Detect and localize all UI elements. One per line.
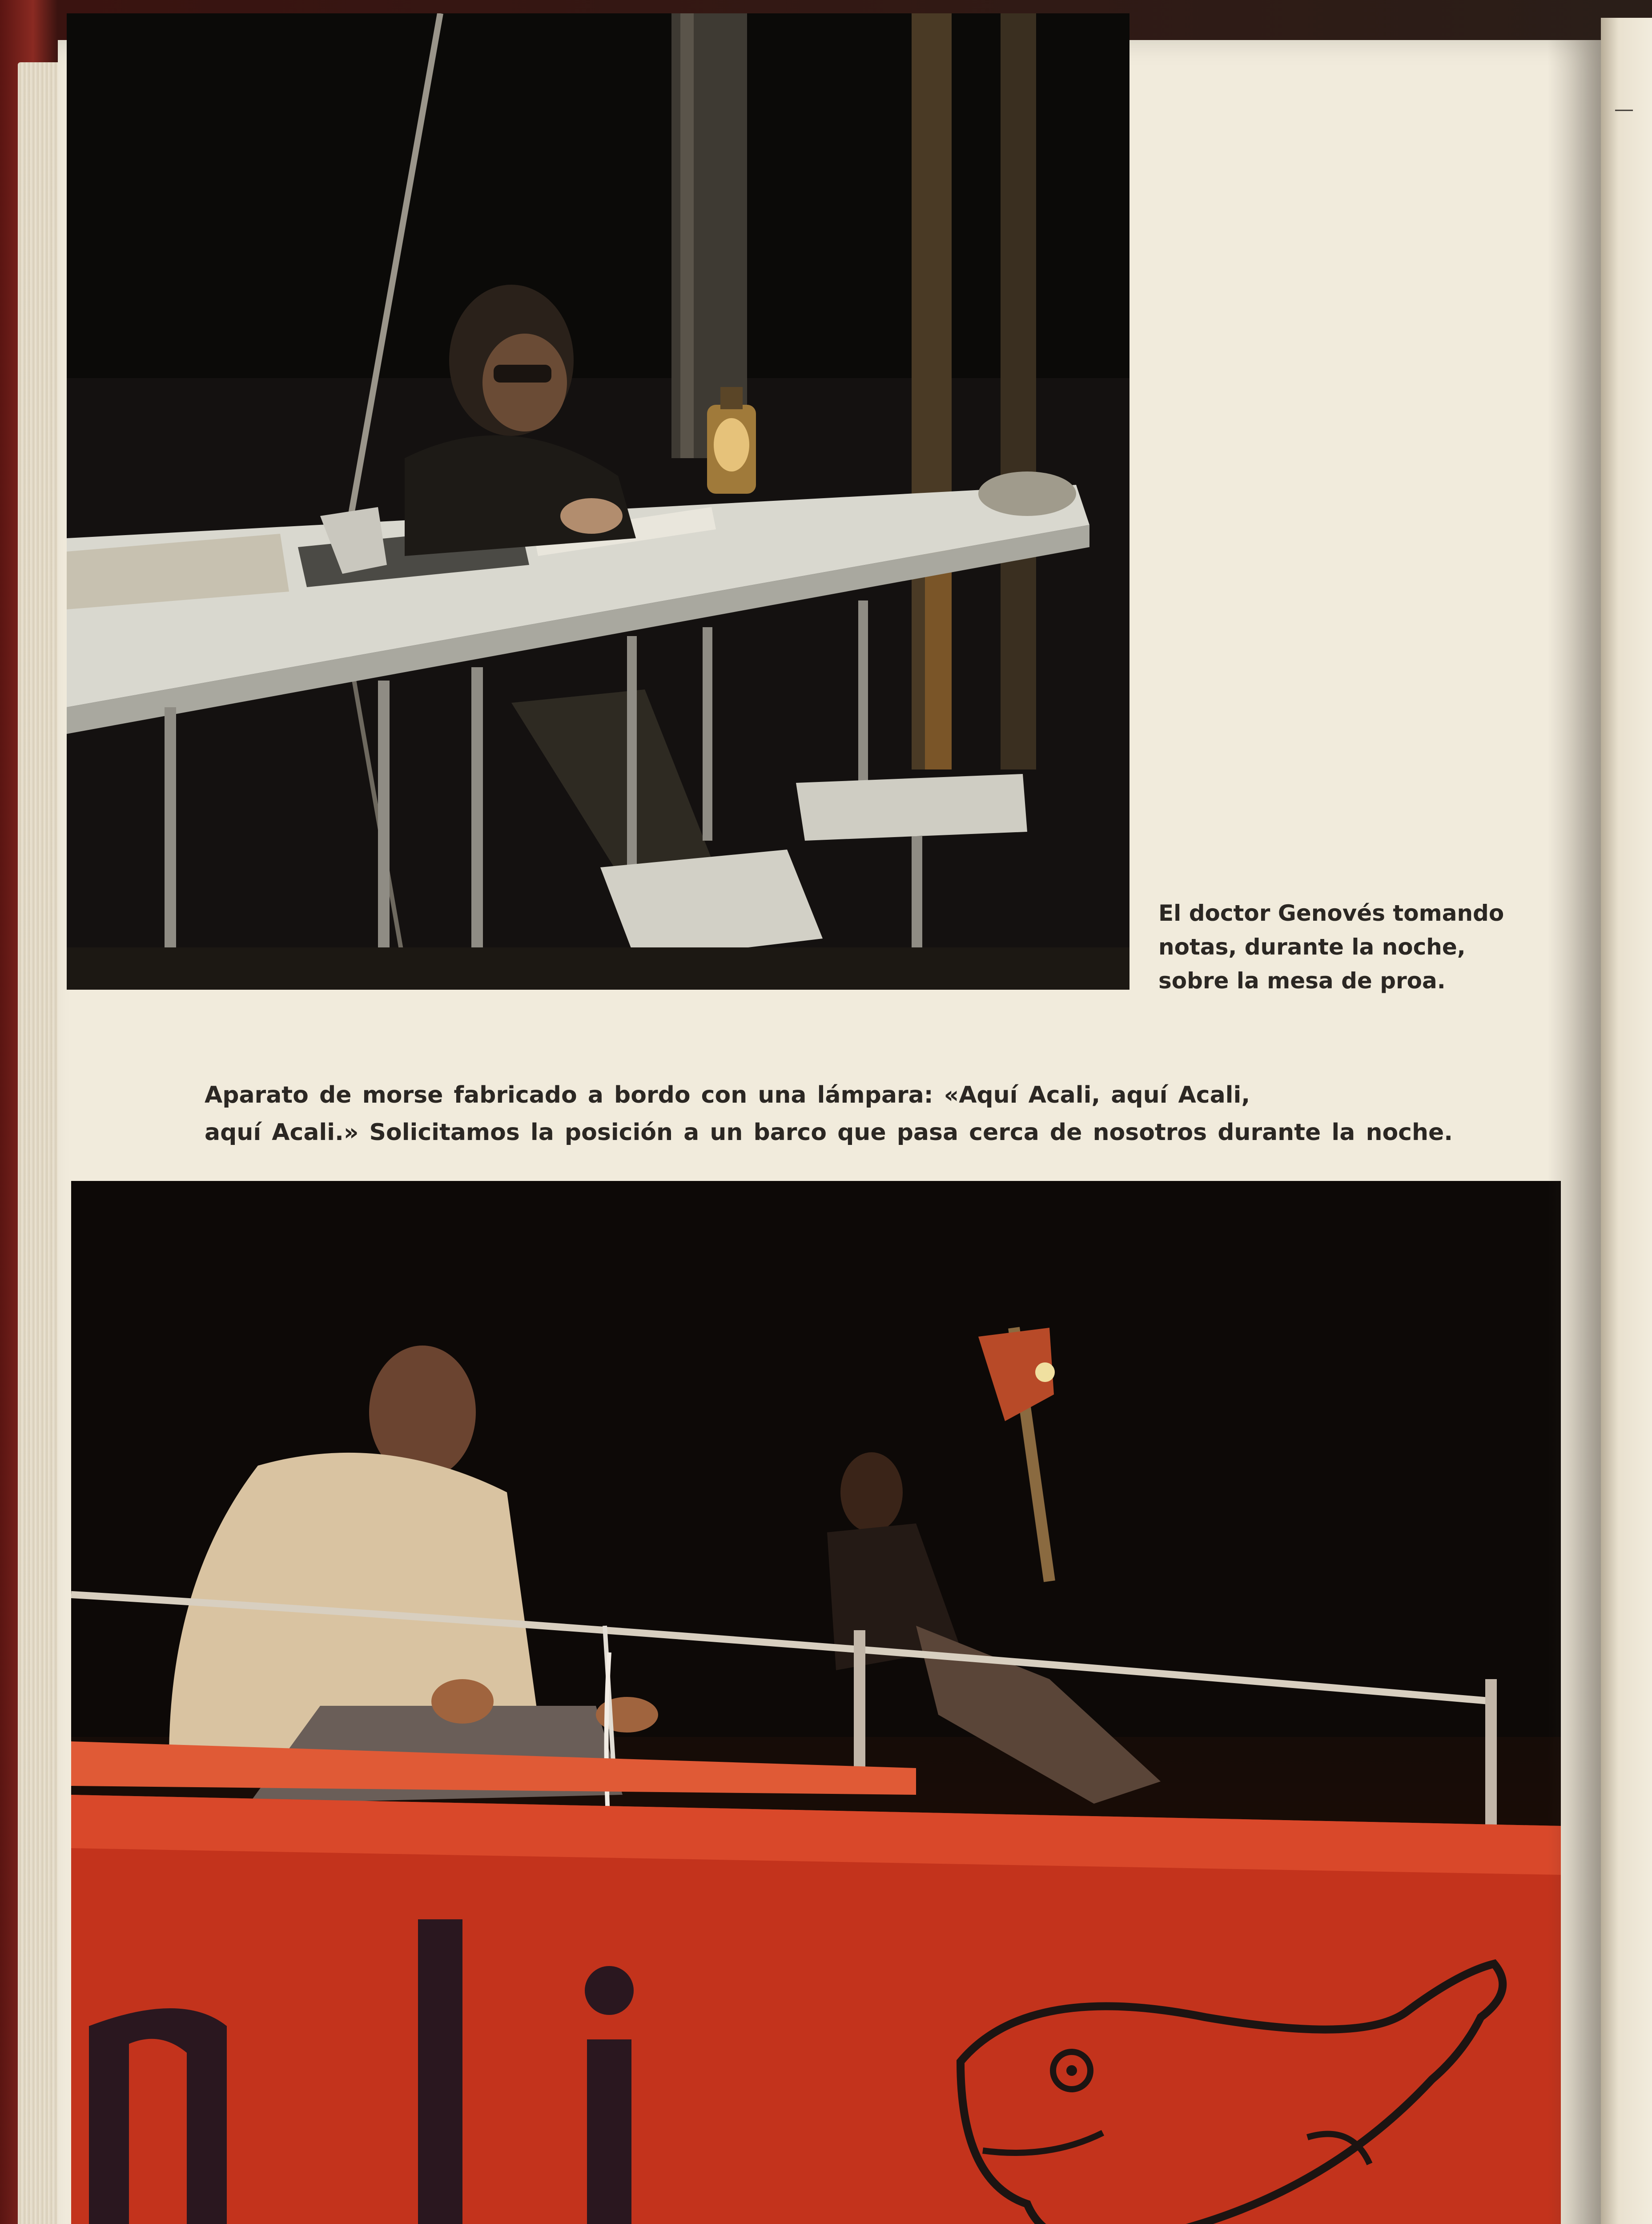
photo-top [67,13,1129,990]
caption-bottom [205,1076,1453,1151]
photo-bottom [71,1181,1561,2224]
caption-top-line-3: sobre la mesa de proa. [1158,968,1446,994]
caption-bottom-line-2: aquí Acali.» Solicitamos la posición a un barco que pasa cerca de nosotros durante la noche. [205,1119,1453,1146]
photo-bottom-illustration [71,1181,1561,2224]
caption-bottom-line-1: Aparato de morse fabricado a bordo con una lámpara: «Aquí Acali, aquí Acali, [205,1082,1250,1108]
caption-top [1158,896,1504,998]
next-page-text-fragment: — [1614,98,1634,121]
page-curl-shadow [1547,40,1601,2224]
caption-top-line-2: notas, durante la noche, [1158,934,1466,960]
next-page-edge [1601,18,1652,2224]
caption-top-line-1: El doctor Genovés tomando [1158,900,1504,926]
photo-top-illustration [67,13,1129,990]
